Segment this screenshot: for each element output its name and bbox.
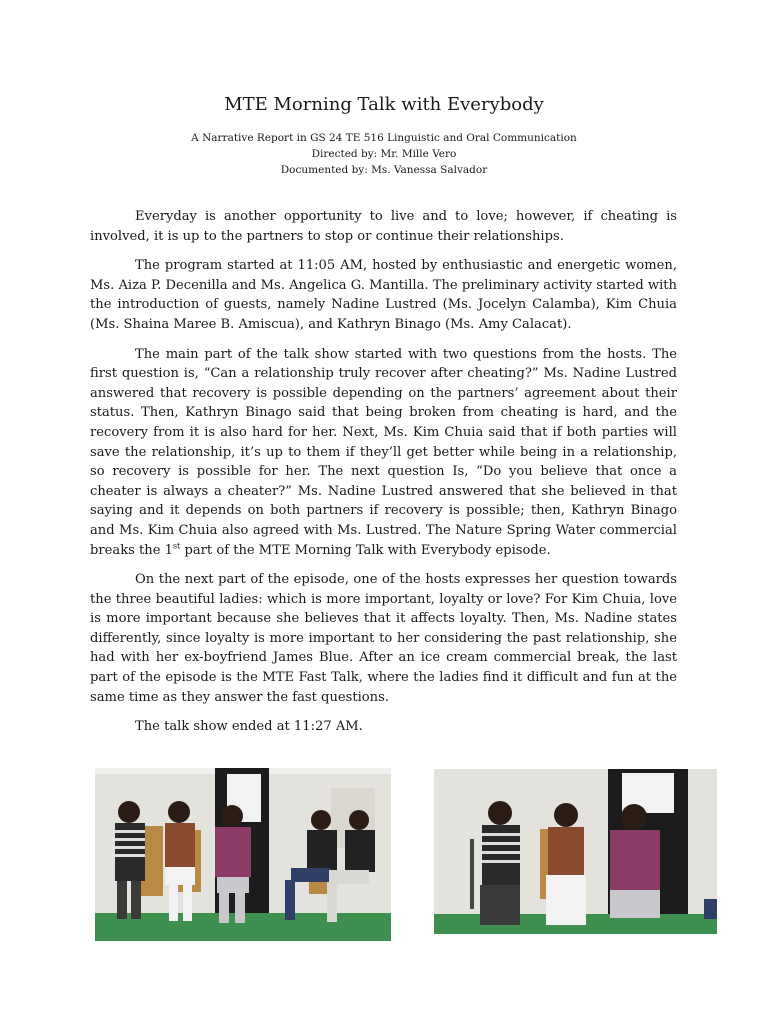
photo-group-illustration (95, 768, 391, 941)
documenter-line: Documented by: Ms. Vanessa Salvador (280, 164, 488, 176)
event-photo-guests (434, 769, 717, 934)
paragraph-intro: Everyday is another opportunity to live and to love; however, if cheating is involved, it is up to the partners to stop or continue their relationships. (90, 209, 677, 244)
event-photo-group (95, 768, 391, 941)
report-subtitle: A Narrative Report in GS 24 TE 516 Linguistic and Oral Communication (191, 132, 577, 144)
paragraph-next-part: On the next part of the episode, one of the hosts expresses her question towards the three beautiful ladies: which is more important, loyalty or love? For Kim Chuia, love is more important because she believes that it affects loyalty. Then, Ms. Nadine states differently, since loyalty is more important to her considering the past relationship, she had with her ex-boyfriend James Blue. After an ice cream commercial break, the last part of the episode is the MTE Fast Talk, where the ladies find it difficult and fun at the same time as they answer the fast questions. (90, 572, 677, 705)
page-title: MTE Morning Talk with Everybody (224, 94, 544, 115)
paragraph-main-text: The main part of the talk show started with two questions from the hosts. The first question is, “Can a relationship truly recover after cheating?” Ms. Nadine Lustred answered that recovery is possible depending on the partners’ agreement about their status. Then, Kathryn Binago said that being broken from cheating is hard, and the recovery from it is also hard for her. Next, Ms. Kim Chuia said that if both parties will save the relationship, it’s up to them if they’ll get better while being in a relationship, so recovery is possible for her. The next question Is, “Do you believe that once a cheater is always a cheater?” Ms. Nadine Lustred answered that she believed in that saying and it depends on both partners if recovery is possible; then, Kathryn Binago and Ms. Kim Chuia also agreed with Ms. Lustred. The Nature Spring Water commercial breaks the 1 (90, 346, 677, 558)
director-line: Directed by: Mr. Mille Vero (311, 148, 457, 160)
paragraph-program-start: The program started at 11:05 AM, hosted by enthusiastic and energetic women, Ms. Aiza P. Decenilla and Ms. Angelica G. Mantilla. The preliminary activity started with the introduction of guests, namely Nadine Lustred (Ms. Jocelyn Calamba), Kim Chuia (Ms. Shaina Maree B. Amiscua), and Kathryn Binago (Ms. Amy Calacat). (90, 258, 677, 332)
photo-guests-illustration (434, 769, 717, 934)
paragraph-main-part (90, 345, 677, 561)
paragraph-main-end: part of the MTE Morning Talk with Everybody episode. (180, 542, 551, 558)
report-body (90, 207, 677, 747)
paragraph-ending: The talk show ended at 11:27 AM. (135, 719, 363, 735)
ordinal-suffix: st (172, 541, 181, 551)
